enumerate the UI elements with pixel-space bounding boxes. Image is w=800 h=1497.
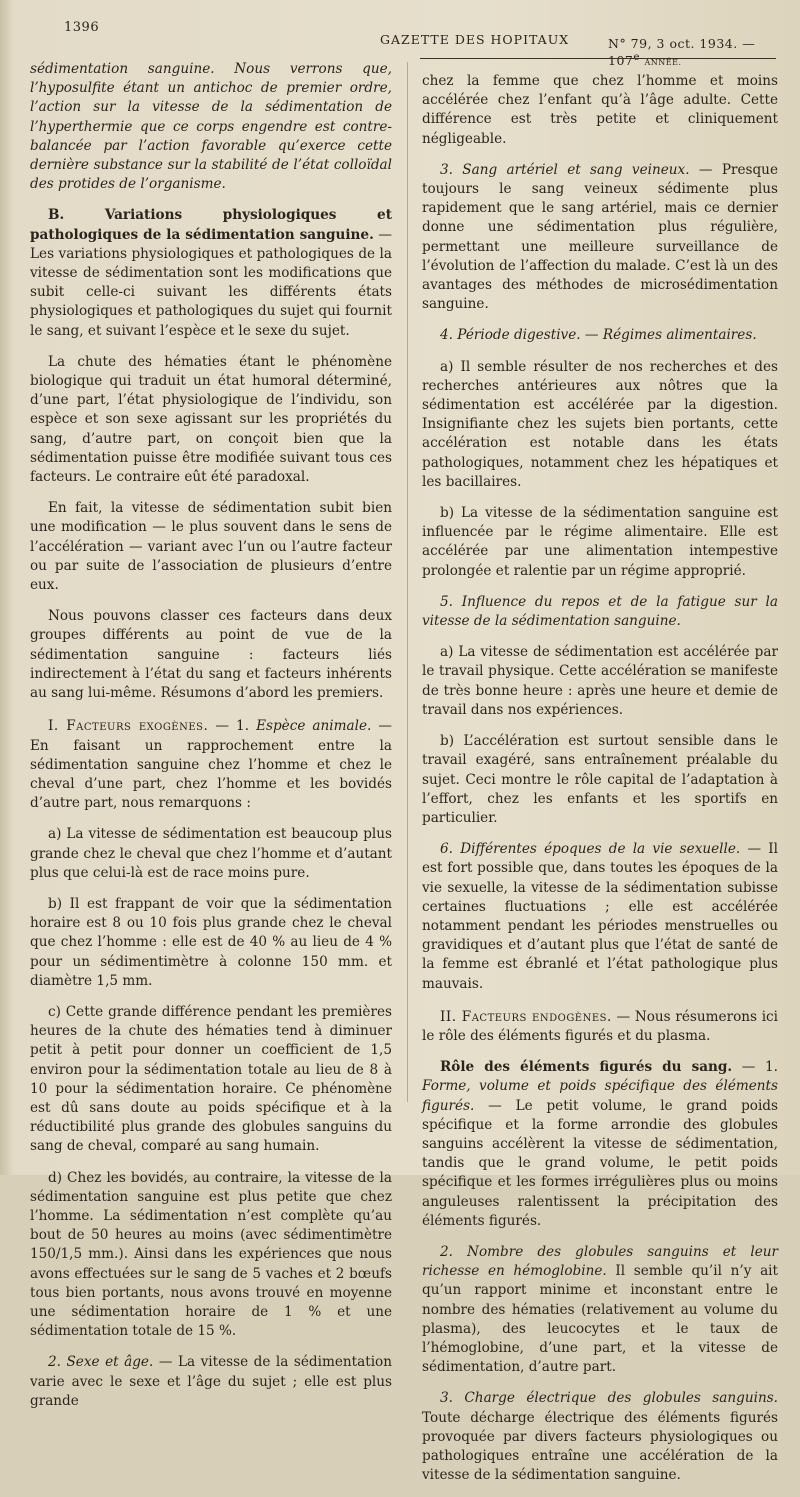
- subheading: Espèce animale.: [256, 718, 372, 735]
- paragraph-text: — Presque toujours le sang veineux sédimente plus rapidement que le sang artériel, mais ce dernier donne une sédimentation plus régulière, permettant une meilleure surveillance de l’évolution de l’affection du malade. C’est là un des avantages des méthodes de microsédimentation sanguine.: [422, 161, 778, 313]
- subheading: 5. Influence du repos et de la fatigue sur la vitesse de la sédimentation sanguine.: [422, 593, 778, 630]
- paragraph: [422, 1389, 778, 1485]
- issue-suffix: ANNÉE.: [644, 58, 682, 68]
- subheading: 4. Période digestive. — Régimes alimentaires.: [440, 327, 757, 344]
- paragraph-text: — La vitesse de la sédimentation varie avec le sexe et l’âge du sujet ; elle est plus grande: [30, 1354, 392, 1409]
- journal-title: GAZETTE DES HOPITAUX: [380, 32, 570, 47]
- paragraph-text: — En faisant un rapprochement entre la sédimentation sanguine chez l’homme et chez le cheval d’une part, chez l’homme et les bovidés d’autre part, nous remarquons :: [30, 718, 393, 812]
- subheading: 3. Charge électrique des globules sanguins.: [440, 1390, 778, 1407]
- subheading: 2. Sexe et âge.: [48, 1354, 154, 1371]
- paragraph: chez la femme que chez l’homme et moins accélérée chez l’enfant qu’à l’âge adulte. Cette différence est très petite et cliniquement négligeable.: [422, 73, 778, 147]
- paragraph-text: — Nous résumerons ici le rôle des éléments figurés et du plasma.: [422, 1008, 779, 1044]
- paragraph-text: Il semble qu’il n’y ait qu’un rapport minime et inconstant entre le nombre des hématies (relativement au volume du plasma), des leucocytes et le taux de l’hémoglobine, d’une part, et la vitesse de sédimentation, d’autre part.: [422, 1263, 778, 1376]
- subheading: 6. Différentes époques de la vie sexuelle.: [440, 841, 741, 858]
- paragraph: [30, 717, 392, 813]
- paragraph-text: sédimentation sanguine. Nous verrons que, l’hyposulfite étant un antichoc de premier ordre, l’action sur la vitesse de la sédimentation de l’hyperthermie que ce corps engendre est contre-balancée par l’action favorable qu’exerce cette dernière substance sur la stabilité de l’état colloïdal des protides de l’organisme.: [30, 61, 392, 193]
- paragraph: c) Cette grande différence pendant les premières heures de la chute des hématies tend à diminuer petit à petit pour donner un coefficient de 1,5 environ pour la sédimentation totale au lieu de 8 à 10 pour la sédimentation horaire. Ce phénomène est dû sans doute au poids spécifique et à la réductibilité plus grande des globules sanguins du sang de cheval, comparé au sang humain.: [30, 1003, 392, 1155]
- section-heading: Rôle des éléments figurés du sang.: [440, 1059, 733, 1076]
- paragraph: b) L’accélération est surtout sensible dans le travail exagéré, sans entraînement préalable du sujet. Ceci montre le rôle capital de l’adaptation à l’effort, chez les enfants et les sportifs en particulier.: [422, 733, 778, 826]
- paragraph-text: — Les variations physiologiques et pathologiques de la vitesse de sédimentation sont les modifications que subit celle-ci suivant les différents états physiologiques et pathologiques du sujet qui fournit le sang, et suivant l’espèce et le sexe du sujet.: [30, 226, 392, 339]
- paragraph: a) La vitesse de sédimentation est beaucoup plus grande chez le cheval que chez l’homme et d’autant plus que celui-là est de race moins pure.: [30, 826, 392, 881]
- paragraph: [422, 840, 778, 994]
- issue-info: [608, 36, 778, 68]
- paragraph-text: — Il est fort possible que, dans toutes les époques de la vie sexuelle, la vitesse de la sédimentation subisse certaines fluctuations ; elle est accélérée notamment pendant les périodes menstruelles ou gravidiques et d’autant plus que l’état de santé de la femme est ébranlé et l’état pathologique plus mauvais.: [422, 841, 778, 992]
- section-heading: II. Facteurs endogènes.: [440, 1008, 612, 1025]
- paragraph: [30, 1353, 392, 1411]
- issue-sup: e: [633, 51, 641, 63]
- paragraph-text: — 1.: [208, 718, 257, 735]
- paragraph-text: — Le petit volume, le grand poids spécifique et la forme arrondie des globules sanguins accélèrent la vitesse de sédimentation, tandis que le grand volume, le petit poids spécifique et les formes irrégulières plus ou moins anguleuses ralentissent la précipitation des éléments figurés.: [422, 1097, 778, 1229]
- paragraph: [422, 593, 778, 631]
- paragraph: a) Il semble résulter de nos recherches et des recherches antérieures aux nôtres que la sédimentation est accélérée par la digestion. Insignifiante chez les sujets bien portants, cette accélération est notable dans les états pathologiques, notamment chez les hépatiques et les bacillaires.: [422, 358, 778, 490]
- issue-number: N° 79, 3 oct. 1934. — 107: [608, 36, 756, 69]
- subheading: 2. Nombre des globules sanguins et leur richesse en hémoglobine.: [422, 1243, 778, 1280]
- paragraph: [422, 1008, 778, 1046]
- paragraph: En fait, la vitesse de sédimentation subit bien une modification — le plus souvent dans le sens de l’accélération — variant avec l’un ou l’autre facteur ou par suite de l’association de plusieurs d’entre eux.: [30, 500, 392, 594]
- page-number: 1396: [64, 20, 100, 35]
- header-rule: [420, 58, 776, 59]
- right-column: [422, 72, 778, 1497]
- paragraph: Nous pouvons classer ces facteurs dans deux groupes différents au point de vue de la sédimentation sanguine : facteurs liés indirectement à l’état du sang et facteurs inhérents au sang lui-même. Résumons d’abord les premiers.: [30, 608, 392, 702]
- paragraph: [422, 1058, 778, 1231]
- paragraph-text: Toute décharge électrique des éléments figurés provoquée par divers facteurs physiologiques ou pathologiques entraîne une accélération de la vitesse de la sédimentation sanguine.: [422, 1409, 778, 1484]
- paragraph: La chute des hématies étant le phénomène biologique qui traduit un état humoral déterminé, d’une part, l’état physiologique de l’individu, son espèce et son sexe agissant sur les propriétés du sang, d’autre part, on conçoit bien que la sédimentation puisse être modifiée suivant tous ces facteurs. Le contraire eût été paradoxal.: [30, 353, 392, 486]
- section-heading: I. Facteurs exogènes.: [48, 718, 209, 735]
- paragraph: d) Chez les bovidés, au contraire, la vitesse de la sédimentation sanguine est plus petite que chez l’homme. La sédimentation n’est complète qu’au bout de 50 heures au moins (avec sédimentimètre 150/1,5 mm.). Ainsi dans les expériences que nous avons effectuées sur le sang de 5 vaches et 2 bœufs tous bien portants, nous avons trouvé en moyenne une sédimentation horaire de 1 % et une sédimentation totale de 15 %.: [30, 1169, 392, 1340]
- paragraph: [422, 161, 778, 315]
- column-divider: [407, 62, 408, 1102]
- paragraph: [30, 60, 392, 194]
- page-header: [40, 18, 778, 69]
- paragraph: b) Il est frappant de voir que la sédimentation horaire est 8 ou 10 fois plus grande chez le cheval que chez l’homme : elle est de 40 % au lieu de 4 % pour un sédimentimètre à colonne 150 mm. et diamètre 1,5 mm.: [30, 895, 392, 989]
- subheading: Forme, volume et poids spécifique des éléments figurés.: [422, 1078, 778, 1114]
- section-heading: B. Variations physiologiques et pathologiques de la sédimentation sanguine.: [30, 207, 392, 243]
- paragraph-text: — 1.: [732, 1059, 778, 1076]
- paragraph: [422, 326, 778, 345]
- subheading: 3. Sang artériel et sang veineux.: [440, 161, 690, 178]
- paragraph: b) La vitesse de la sédimentation sanguine est influencée par le régime alimentaire. Elle est accélérée par une alimentation intempestive prolongée et ralentie par un régime approprié.: [422, 505, 778, 579]
- left-column: [30, 60, 392, 1423]
- paragraph: a) La vitesse de sédimentation est accélérée par le travail physique. Cette accélération se manifeste de très bonne heure : après une heure et demie de travail dans nos expériences.: [422, 644, 778, 718]
- paragraph: [30, 206, 392, 340]
- paragraph: [422, 1243, 778, 1377]
